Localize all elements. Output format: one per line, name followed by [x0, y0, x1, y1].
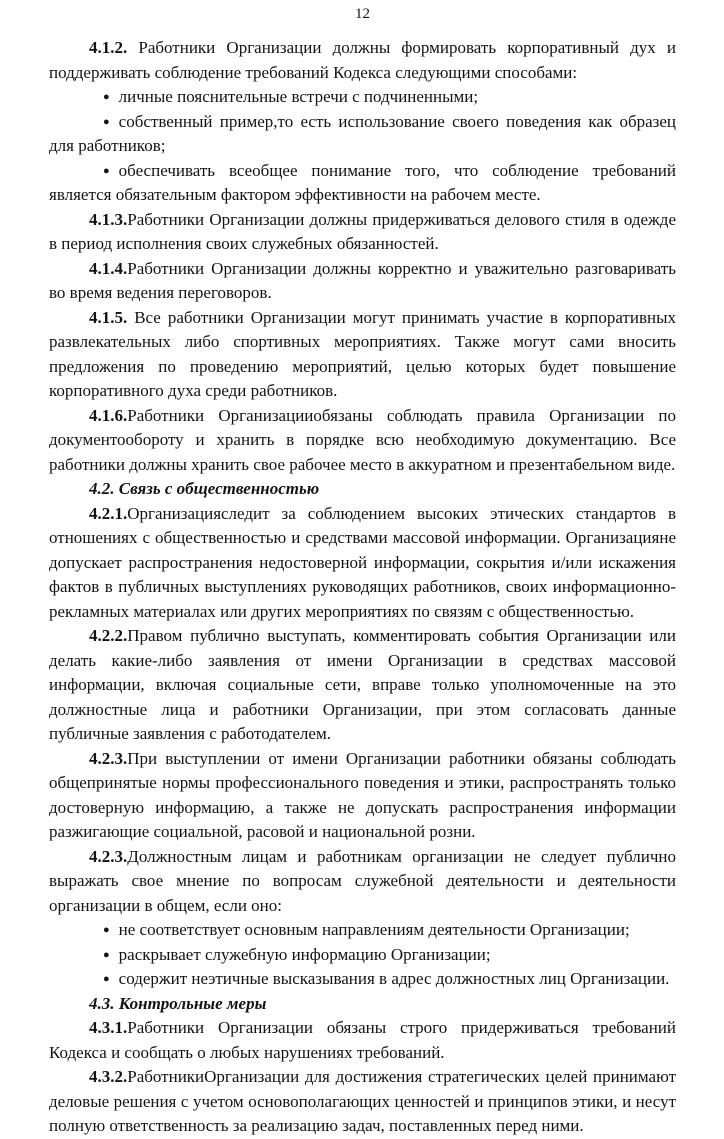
clause-number: 4.1.3.	[89, 209, 128, 229]
bullet-item: ● обеспечивать всеобщее понимание того, что соблюдение требований является обязательным фактором эффективности на рабочем месте.	[49, 160, 676, 204]
clause-paragraph: 4.1.3.Работники Организации должны придерживаться делового стиля в одежде в период исполнения своих служебных обязанностей.	[49, 209, 676, 253]
clause-paragraph: 4.1.5. Все работники Организации могут принимать участие в корпоративных развлекательных либо спортивных мероприятиях. Также могут сами вносить предложения по проведению мероприятий, целью которых будет повышение корпоративного духа среди работников.	[49, 307, 676, 400]
clause-paragraph: 4.1.2. Работники Организации должны формировать корпоративный дух и поддерживать соблюдение требований Кодекса следующими способами:	[49, 38, 676, 82]
bullet-icon: ●	[103, 91, 110, 103]
clause-number: 4.2.3.	[89, 748, 128, 768]
bullet-icon: ●	[103, 973, 110, 985]
clause-number: 4.2.3.	[89, 846, 128, 866]
section-heading: 4.3. Контрольные меры	[89, 993, 267, 1013]
bullet-item: ● содержит неэтичные высказывания в адрес должностных лиц Организации.	[49, 967, 676, 992]
page-number: 12	[355, 6, 370, 22]
bullet-item: ● личные пояснительные встречи с подчиненными;	[49, 85, 676, 110]
clause-number: 4.3.	[89, 993, 115, 1013]
clause-number: 4.2.2.	[89, 626, 128, 645]
bullet-icon: ●	[103, 948, 110, 961]
clause-paragraph: 4.2.2.Правом публично выступать, комментировать события Организации или делать какие-либо заявления от имени Организации в средствах массовой информации, включая социальные сети, вправе только уполномоченные на это должностные лица и работники Организации, при этом согласовать данные публичные заявления с работодателем.	[49, 626, 676, 743]
bullet-item: ● раскрывает служебную информацию Организации;	[49, 943, 676, 968]
document-body	[49, 36, 676, 1139]
clause-number: 4.1.5.	[89, 307, 128, 327]
clause-number: 4.1.2.	[89, 38, 128, 57]
clause-number: 4.2.1.	[89, 503, 128, 523]
clause-paragraph: 4.3.2.РаботникиОрганизации для достижения стратегических целей принимают деловые решения с учетом основополагающих ценностей и принципов этики, и несут полную ответственность за реализацию задач, поставленных перед ними.	[49, 1067, 676, 1135]
bullet-icon: ●	[103, 115, 110, 128]
clause-paragraph: 4.2.1.Организацияследит за соблюдением высоких этических стандартов в отношениях с общественностью и средствами массовой информации. Организацияне допускает распространения недостоверной информации, сокрытия и/или искажения фактов в публичных выступлениях руководящих работников, своих информационно-рекламных материалах или других мероприятиях по связям с общественностью.	[49, 503, 676, 621]
bullet-icon: ●	[103, 164, 110, 177]
clause-number: 4.1.4.	[89, 258, 128, 278]
clause-number: 4.1.6.	[89, 405, 128, 425]
bullet-item: ● собственный пример,то есть использование своего поведения как образец для работников;	[49, 111, 676, 155]
bullet-item: ● не соответствует основным направлениям деятельности Организации;	[49, 918, 676, 943]
clause-number: 4.2.	[89, 479, 115, 498]
clause-number: 4.3.2.	[89, 1067, 128, 1086]
clause-paragraph: 4.2.3.При выступлении от имени Организации работники обязаны соблюдать общепринятые нормы профессионального поведения и этики, распространять только достоверную информацию, а также не допускать распространения информации разжигающие социальной, расовой и национальной розни.	[49, 748, 676, 841]
clause-paragraph: 4.1.6.Работники Организацииобязаны соблюдать правила Организации по документообороту и хранить в порядке всю необходимую документацию. Все работники должны хранить свое рабочее место в аккуратном и презентабельном виде.	[49, 405, 676, 474]
clause-paragraph: 4.2.3.Должностным лицам и работникам организации не следует публично выражать свое мнение по вопросам служебной деятельности и деятельности организации в общем, если оно:	[49, 846, 676, 915]
section-heading: 4.2. Связь с общественностью	[89, 479, 320, 498]
clause-paragraph: 4.1.4.Работники Организации должны корректно и уважительно разговаривать во время ведения переговоров.	[49, 258, 676, 302]
bullet-icon: ●	[103, 924, 110, 936]
clause-paragraph: 4.3.1.Работники Организации обязаны строго придерживаться требований Кодекса и сообщать о любых нарушениях требований.	[49, 1018, 676, 1062]
clause-number: 4.3.1.	[89, 1018, 128, 1037]
